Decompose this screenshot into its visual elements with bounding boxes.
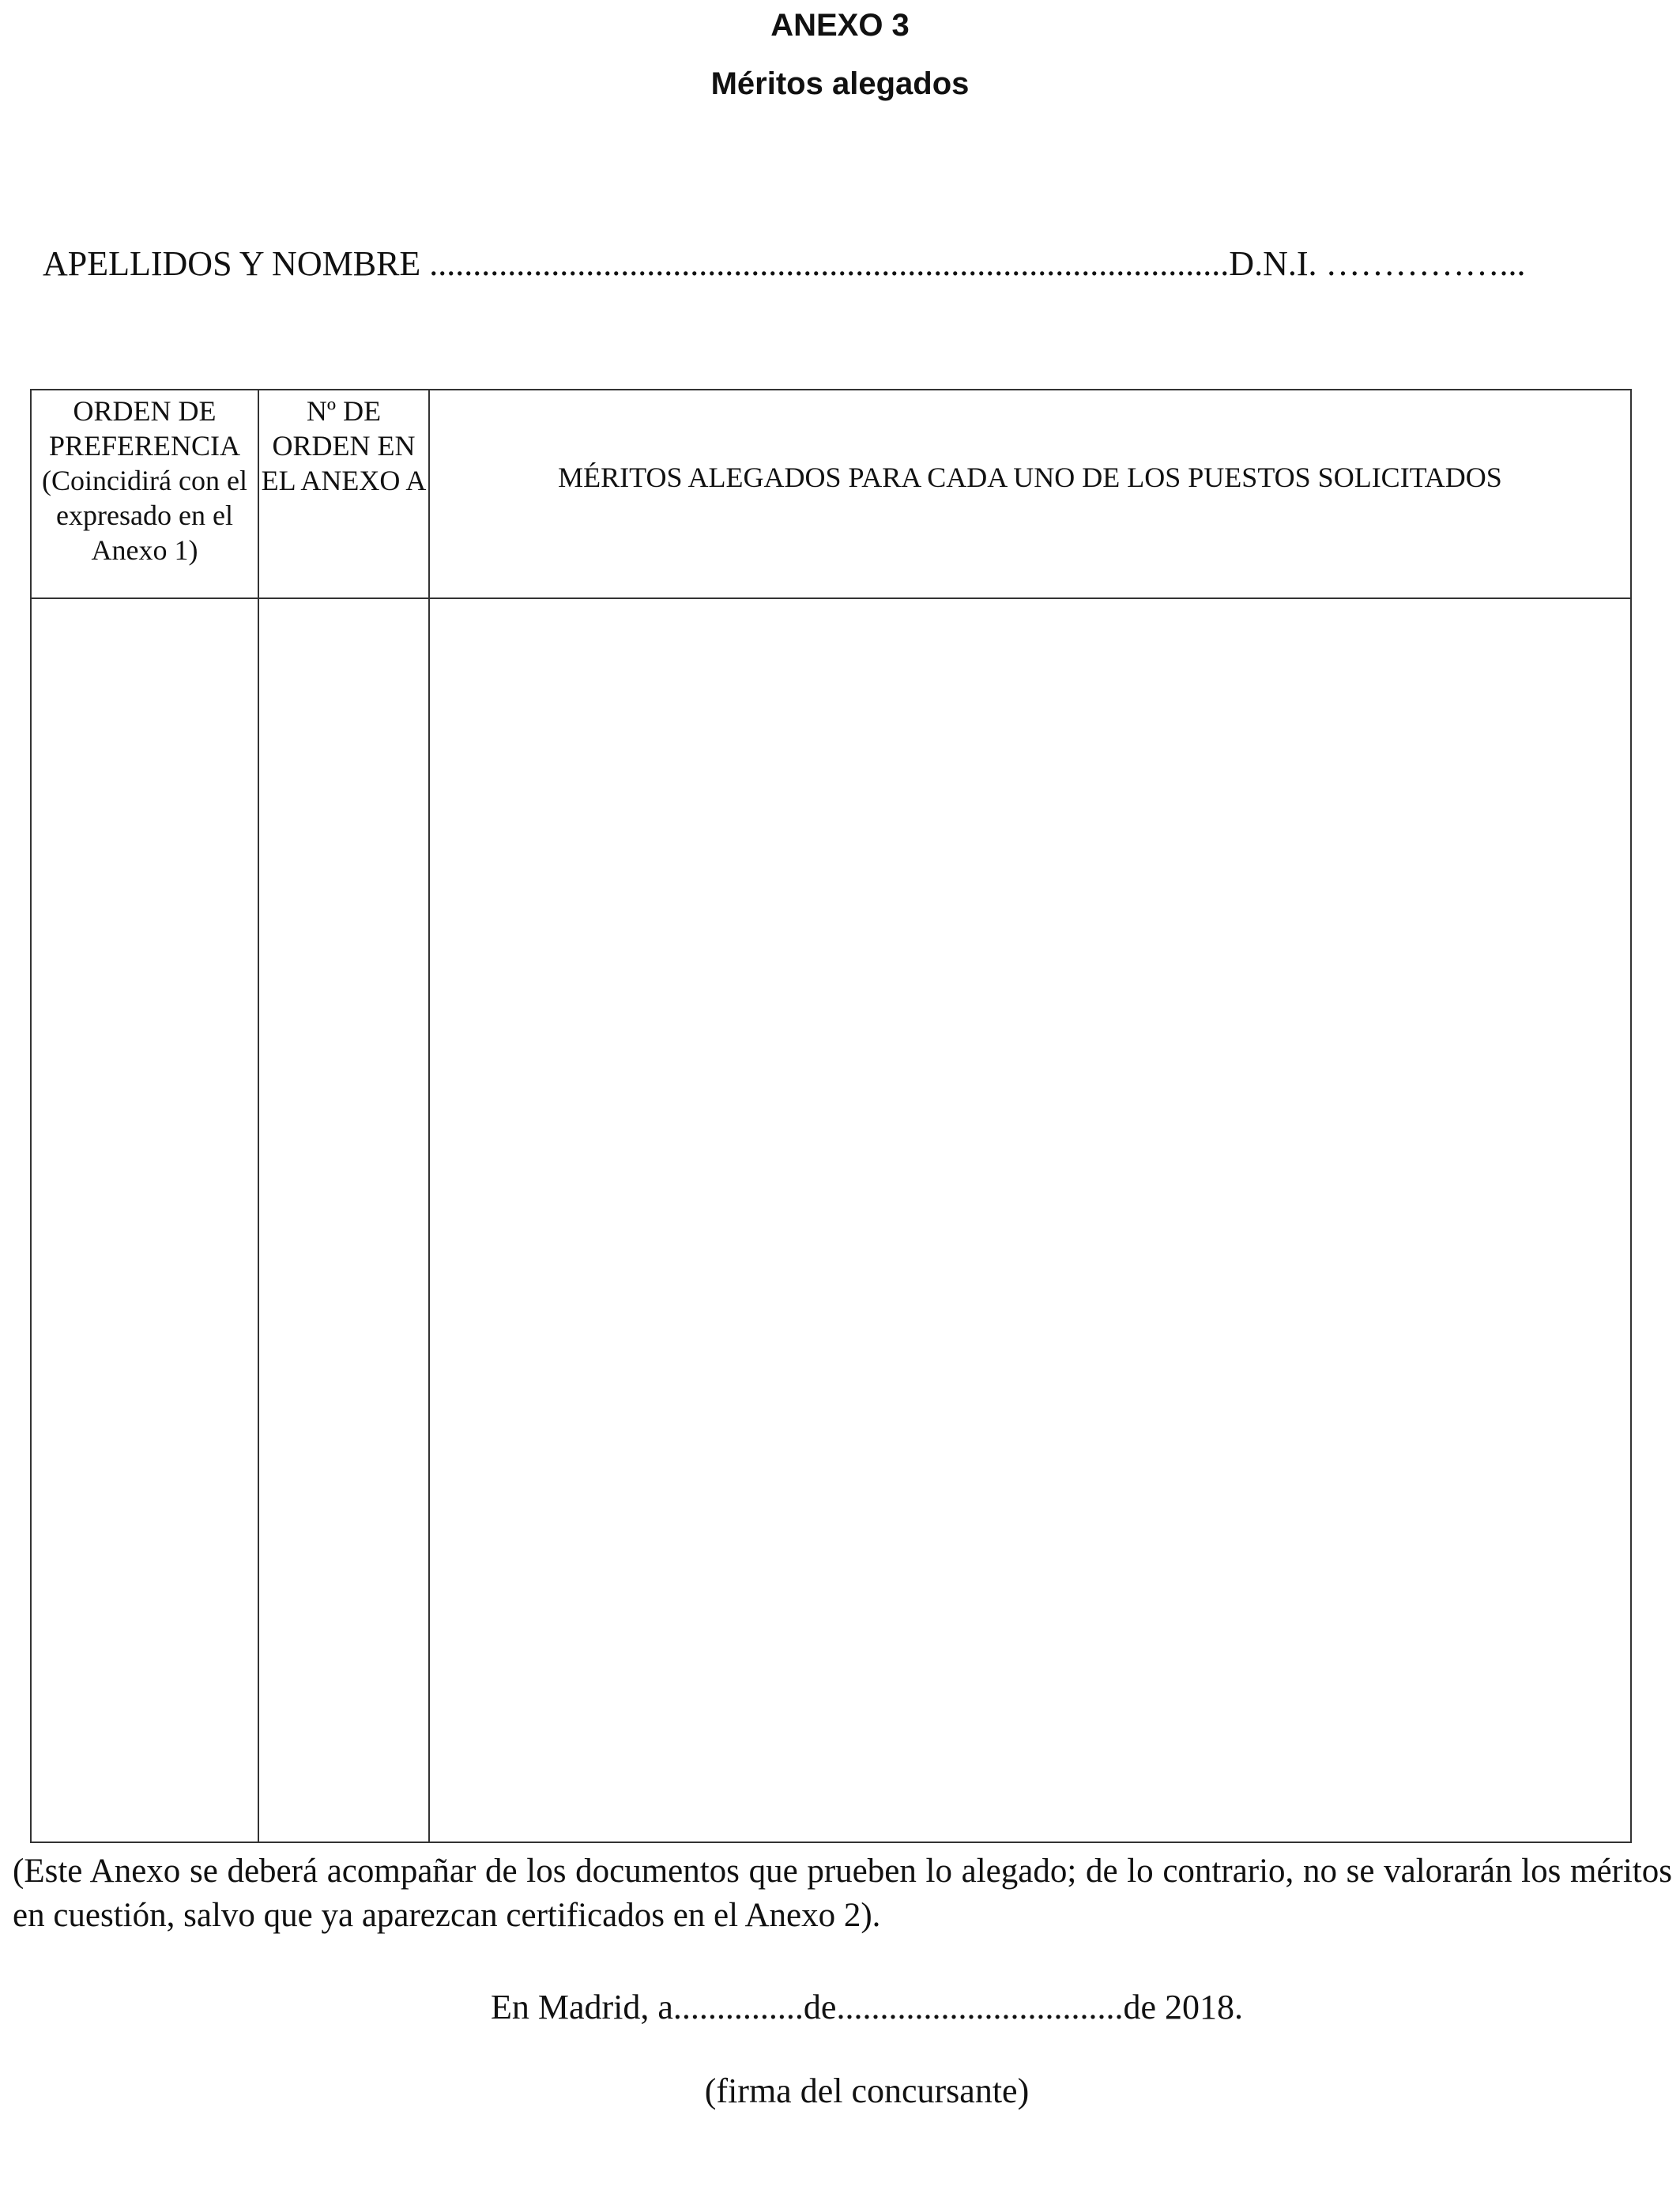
header-label: ORDEN DE PREFERENCIA (Coincidirá con el expresado en el Anexo 1) — [42, 395, 247, 566]
table-header-row — [31, 390, 1631, 598]
order-number-cell — [258, 598, 429, 1842]
merits-table — [30, 389, 1632, 1843]
table-row — [31, 598, 1631, 1842]
signature-label: (firma del concursante) — [704, 2071, 1030, 2110]
place-date-line: En Madrid, a...............de.................................de 2018. — [491, 1988, 1243, 2026]
name-dni-field-line: APELLIDOS Y NOMBRE ............................................................................................D.N.I. ……………... — [43, 244, 1526, 283]
document-subtitle: Méritos alegados — [710, 66, 970, 101]
document-title: ANEXO 3 — [770, 8, 910, 43]
preference-order-cell — [31, 598, 258, 1842]
col-order-number-header — [258, 390, 429, 598]
header-label: MÉRITOS ALEGADOS PARA CADA UNO DE LOS PUESTOS SOLICITADOS — [558, 462, 1502, 493]
merits-cell — [429, 598, 1631, 1842]
header-label: Nº DE ORDEN EN EL ANEXO A — [261, 395, 427, 496]
col-merits-header — [429, 390, 1631, 598]
col-preference-order-header — [31, 390, 258, 598]
footnote: (Este Anexo se deberá acompañar de los documentos que prueben lo alegado; de lo contrario, no se valorarán los méritos en cuestión, salvo que ya aparezcan certificados en el Anexo 2). — [13, 1853, 1672, 1934]
